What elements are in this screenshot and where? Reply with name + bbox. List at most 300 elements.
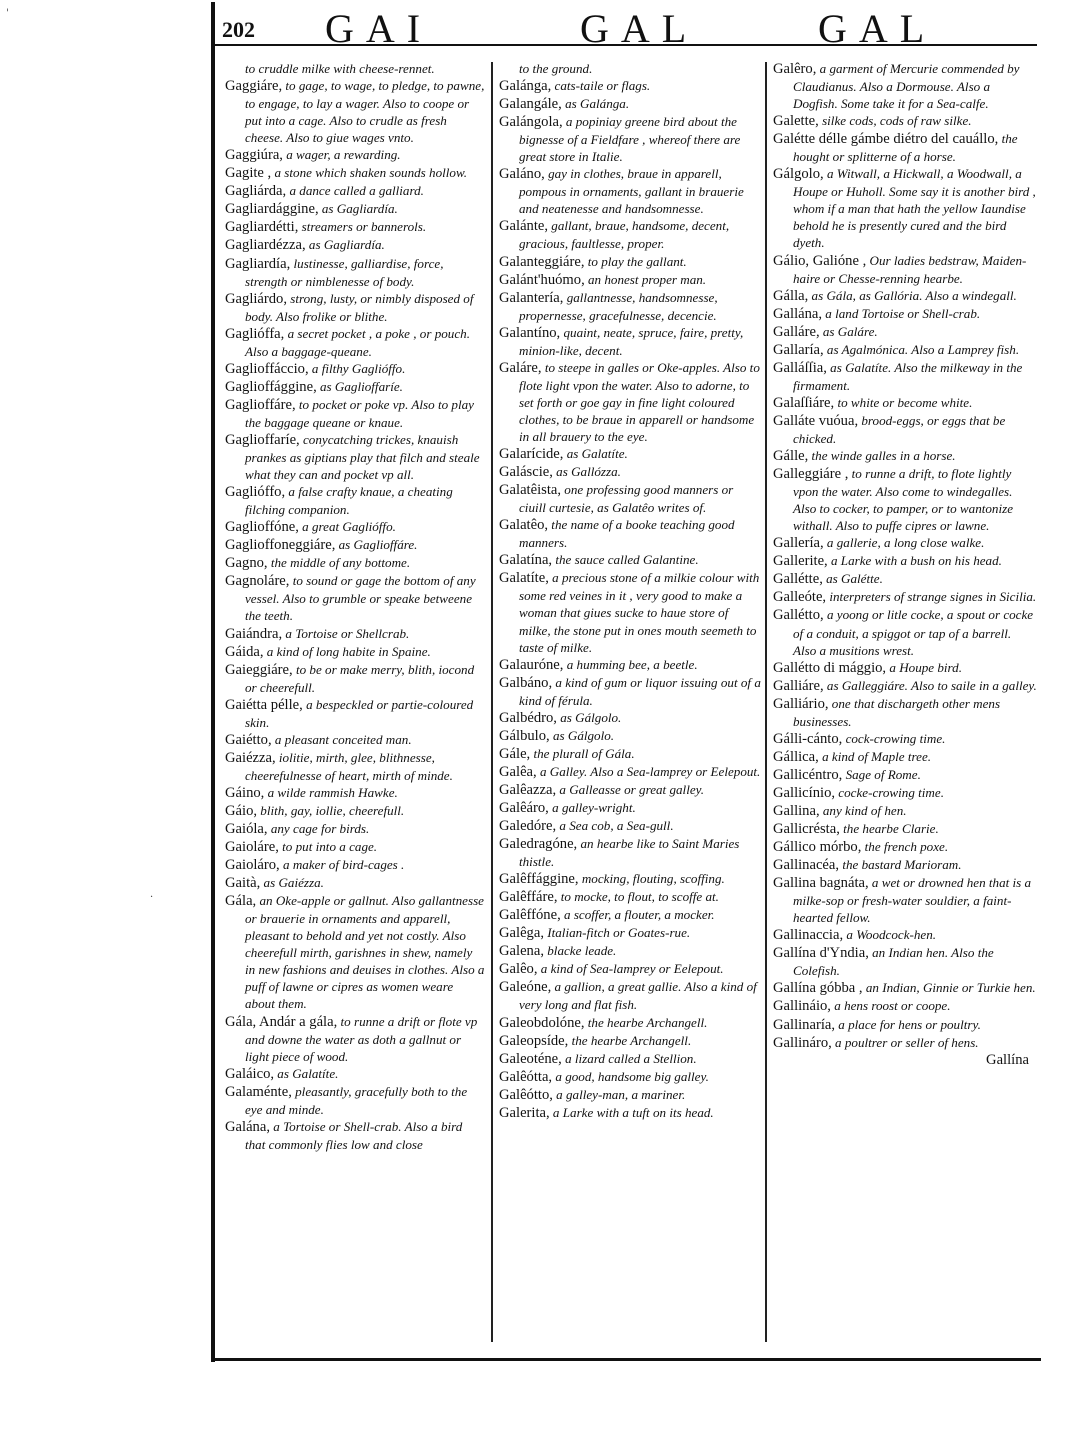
dictionary-entry xyxy=(499,870,761,888)
definition: mocking, flouting, scoffing. xyxy=(578,871,725,887)
definition: a scoffer, a flouter, a mocker. xyxy=(560,907,715,923)
definition: cock-crowing time. xyxy=(842,730,946,746)
definition: as Gaiézza. xyxy=(260,875,324,891)
headword: Gaglioffáre, xyxy=(225,396,296,413)
definition: a Galleasse or great galley. xyxy=(556,781,705,797)
definition: brood-eggs, or eggs that be chicked. xyxy=(793,412,1006,446)
dictionary-entry xyxy=(773,447,1037,465)
headword: Gálli-cánto, xyxy=(773,730,843,747)
dictionary-entry xyxy=(773,677,1037,695)
definition: a secret pocket , a poke , or pouch. Also a baggage-queane. xyxy=(245,325,470,359)
headword: Galleóte, xyxy=(773,589,827,606)
headword: Galáscie, xyxy=(499,464,553,481)
definition: as Galétte. xyxy=(822,571,883,587)
definition: as Galatíte. xyxy=(563,446,628,462)
definition: as Gaglioffáre. xyxy=(335,537,418,553)
definition: a pleasant conceited man. xyxy=(271,731,412,747)
definition: any kind of hen. xyxy=(819,802,907,818)
headword: Gaiézza, xyxy=(225,749,276,766)
dictionary-entry xyxy=(773,979,1037,997)
dictionary-entry xyxy=(499,1014,761,1032)
definition: a stone which shaken sounds hollow. xyxy=(271,165,467,181)
headword: Galerita, xyxy=(499,1104,550,1121)
dictionary-entry xyxy=(499,727,761,745)
headword: Galleggiáre , xyxy=(773,466,849,483)
definition: cats-taile or flags. xyxy=(551,78,651,94)
headword: Galantería, xyxy=(499,289,564,306)
definition: a great Gaglióffo. xyxy=(298,519,396,535)
dictionary-entry xyxy=(499,888,761,906)
continuation-text: to the ground. xyxy=(519,61,593,76)
headword: Gagliardággine, xyxy=(225,201,319,218)
dictionary-entry xyxy=(499,516,761,551)
dictionary-entry xyxy=(773,465,1037,534)
headword: Gallería, xyxy=(773,535,824,552)
definition: the winde galles in a horse. xyxy=(808,448,956,464)
definition: the sauce called Galantine. xyxy=(552,552,699,568)
dictionary-entry xyxy=(499,95,761,113)
definition: to steepe in galles or Oke-apples. Also to flote light vpon the water. Also to adorne, to set forth or goe gay in fine light coloured clothes, to be braue in apparell or handsome in all brauery to the eye. xyxy=(519,359,760,444)
dictionary-entry xyxy=(225,892,485,1012)
headword: Gagliardétti, xyxy=(225,219,299,236)
headword: Gále, xyxy=(499,745,531,762)
headword: Galêffóne, xyxy=(499,907,561,924)
headword: Gaggiúra, xyxy=(225,147,283,164)
headword: Gállica, xyxy=(773,748,819,765)
dictionary-entry xyxy=(225,518,485,536)
headword: Gagliárdo, xyxy=(225,290,288,307)
dictionary-entry xyxy=(499,817,761,835)
dictionary-entry xyxy=(499,709,761,727)
dictionary-entry xyxy=(499,978,761,1013)
headword: Galette, xyxy=(773,113,819,130)
headword: Gallicínio, xyxy=(773,784,836,801)
definition: a dance called a galliard. xyxy=(286,183,424,199)
headword: Galáno, xyxy=(499,166,545,183)
definition: a Galley. Also a Sea-lamprey or Eelepout. xyxy=(536,763,761,779)
dictionary-entry xyxy=(225,731,485,749)
definition: a Tortoise or Shell-crab. Also a bird that commonly flies low and close xyxy=(245,1118,463,1152)
definition: gay in clothes, braue in apparell, pompous in ornaments, gallant in brauerie and neatenesse and handsomnesse. xyxy=(519,166,744,217)
headword: Gallinacéa, xyxy=(773,857,840,874)
dictionary-entry xyxy=(499,1068,761,1086)
definition: an honest proper man. xyxy=(584,271,707,287)
definition: the name of a booke teaching good manners. xyxy=(519,517,735,551)
dictionary-entry xyxy=(773,695,1037,730)
dictionary-entry xyxy=(225,483,485,518)
headword: Gallináro, xyxy=(773,1034,832,1051)
headword: Galarícide, xyxy=(499,446,564,463)
headword: Gagliardía, xyxy=(225,255,291,272)
headword: Galeobdolóne, xyxy=(499,1014,585,1031)
definition: a filthy Gaglióffo. xyxy=(308,360,406,376)
dictionary-entry xyxy=(499,924,761,942)
dictionary-entry xyxy=(773,659,1037,677)
dictionary-entry xyxy=(773,412,1037,447)
headword: Gagliardézza, xyxy=(225,237,306,254)
dictionary-entry xyxy=(225,236,485,254)
definition: the french poxe. xyxy=(861,839,949,855)
headword: Galêótto, xyxy=(499,1086,553,1103)
headword: Galatína, xyxy=(499,552,553,569)
headword: Galánt'huómo, xyxy=(499,271,585,288)
definition: to runne a drift, to flote lightly vpon the water. Also come to windegalles. Also to cocker, to pamper, or to wantonize withall. Also to puffe cipres or lawne. xyxy=(793,466,1014,534)
dictionary-entry xyxy=(773,130,1037,165)
dictionary-entry xyxy=(499,1104,761,1122)
dictionary-entry xyxy=(225,643,485,661)
headword: Gála, Andár a gála, xyxy=(225,1013,338,1030)
definition: a popiniay greene bird about the bignesse of a Fieldfare , whereof there are great store in Italie. xyxy=(519,114,741,165)
headword: Galláre, xyxy=(773,323,820,340)
definition: blith, gay, iollie, cheerefull. xyxy=(257,802,405,818)
dictionary-entry xyxy=(773,997,1037,1015)
definition: strong, lusty, or nimbly disposed of body. Also frolike or blithe. xyxy=(245,290,474,324)
definition: a kind of Maple tree. xyxy=(818,748,932,764)
dictionary-entry xyxy=(773,112,1037,130)
definition: interpreters of strange signes in Sicilia. xyxy=(826,589,1037,605)
dictionary-entry xyxy=(499,463,761,481)
dictionary-entry xyxy=(773,60,1037,112)
running-head-left: GAI xyxy=(325,6,433,51)
headword: Galaſſiáre, xyxy=(773,394,835,411)
headword: Galángola, xyxy=(499,114,563,131)
headword: Gagliárda, xyxy=(225,183,287,200)
dictionary-entry xyxy=(773,323,1037,341)
definition: as Gaglioffaríe. xyxy=(316,378,403,394)
definition: a maker of bird-cages . xyxy=(279,857,405,873)
dictionary-entry xyxy=(773,606,1037,658)
dictionary-entry xyxy=(773,305,1037,323)
headword: Gálio, Galióne , xyxy=(773,252,867,269)
definition: as Galáre. xyxy=(819,323,878,339)
definition: to gage, to wage, to pledge, to pawne, to engage, to lay a wager. Also to coope or put into a cage. Also to crudle as fresh cheese. Also to giue wages vnto. xyxy=(245,78,485,146)
definition: to mocke, to flout, to scoffe at. xyxy=(557,889,719,905)
headword: Gallétte, xyxy=(773,571,823,588)
dictionary-entry xyxy=(499,551,761,569)
dictionary-entry xyxy=(499,113,761,165)
definition: quaint, neate, spruce, faire, pretty, minion-like, decent. xyxy=(519,324,744,358)
definition: the bastard Marioram. xyxy=(839,857,962,873)
headword: Gallicrésta, xyxy=(773,821,840,838)
headword: Gaglioffaríe, xyxy=(225,431,300,448)
dictionary-entry xyxy=(225,77,485,146)
dictionary-entry xyxy=(773,820,1037,838)
dictionary-entry xyxy=(499,799,761,817)
dictionary-entry xyxy=(499,960,761,978)
definition: Italian-fitch or Goates-rue. xyxy=(543,925,691,941)
headword: Gaióla, xyxy=(225,821,268,838)
definition: as Gagliardía. xyxy=(318,201,398,217)
definition: a precious stone of a milkie colour with some red veines in it , very good to make a woman that giues sucke to haue store of milke, the stone put in ones mouth seemeth to taste of milke. xyxy=(519,570,760,655)
dictionary-entry xyxy=(225,554,485,572)
headword: Galêa, xyxy=(499,763,537,780)
page-number: 202 xyxy=(222,17,255,42)
headword: Gállico mórbo, xyxy=(773,839,862,856)
entry-list xyxy=(773,60,1037,1052)
column-2 xyxy=(499,60,761,1122)
definition: a place for hens or poultry. xyxy=(835,1016,981,1032)
dictionary-entry xyxy=(499,656,761,674)
definition: as Gallózza. xyxy=(552,464,621,480)
headword: Gaglioffággine, xyxy=(225,378,317,395)
definition: as Galatíte. xyxy=(274,1065,339,1081)
dictionary-entry xyxy=(773,552,1037,570)
column-rule xyxy=(491,62,493,1342)
definition: lustinesse, galliardise, force, strength or nimblenesse of body. xyxy=(245,255,444,289)
headword: Galbédro, xyxy=(499,709,557,726)
headword: Galaménte, xyxy=(225,1083,292,1100)
headword: Galêazza, xyxy=(499,781,557,798)
definition: a good, handsome big galley. xyxy=(552,1068,709,1084)
headword: Galatíte, xyxy=(499,570,549,587)
definition: Sage of Rome. xyxy=(842,766,921,782)
dictionary-entry xyxy=(499,906,761,924)
definition: a galley-man, a mariner. xyxy=(552,1086,686,1102)
headword: Gaiétta pélle, xyxy=(225,696,303,713)
running-head-center: GAL xyxy=(580,6,699,51)
dictionary-entry xyxy=(225,856,485,874)
definition: a Sea cob, a Sea-gull. xyxy=(556,818,674,834)
definition: the hought or splitterne of a horse. xyxy=(793,131,1018,165)
headword: Galatêista, xyxy=(499,482,561,499)
headword: Galantíno, xyxy=(499,324,561,341)
dictionary-entry xyxy=(773,926,1037,944)
dictionary-entry xyxy=(773,784,1037,802)
definition: as Agalmónica. Also a Lamprey fish. xyxy=(823,341,1020,357)
definition: a lizard called a Stellion. xyxy=(561,1050,697,1066)
headword: Gálgolo, xyxy=(773,166,824,183)
dictionary-entry xyxy=(499,1086,761,1104)
definition: to play the gallant. xyxy=(584,253,687,269)
dictionary-entry xyxy=(499,165,761,217)
dictionary-entry xyxy=(225,146,485,164)
headword: Gagite , xyxy=(225,165,272,182)
headword: Galliário, xyxy=(773,695,829,712)
dictionary-entry xyxy=(225,661,485,696)
dictionary-entry xyxy=(225,572,485,624)
headword: Galánga, xyxy=(499,78,552,95)
dictionary-entry xyxy=(225,360,485,378)
column-1 xyxy=(225,60,485,1153)
definition: a garment of Mercurie commended by Claudianus. Also a Dormouse. Also a Dogfish. Some take it for a Sea-calfe. xyxy=(793,61,1020,112)
definition: blacke leade. xyxy=(543,943,617,959)
definition: iolitie, mirth, glee, blithnesse, cheerefulnesse of heart, mirth of minde. xyxy=(245,749,453,783)
dictionary-entry xyxy=(773,944,1037,979)
definition: a kind of Sea-lamprey or Eelepout. xyxy=(537,961,724,977)
definition: conycatching trickes, knauish prankes as giptians play that filch and steale what they can and pocket vp all. xyxy=(245,431,480,483)
headword: Galedóre, xyxy=(499,818,557,835)
definition: the hearbe Archangell. xyxy=(568,1032,692,1048)
dictionary-entry xyxy=(773,570,1037,588)
dictionary-entry xyxy=(499,359,761,445)
headword: Galêótta, xyxy=(499,1068,553,1085)
dictionary-entry xyxy=(225,325,485,360)
dictionary-entry xyxy=(225,1065,485,1083)
headword: Gagnoláre, xyxy=(225,573,290,590)
dictionary-entry xyxy=(773,588,1037,606)
definition: as Galleggiáre. Also to saile in a galley. xyxy=(823,677,1037,693)
definition: a Houpe bird. xyxy=(886,659,962,675)
definition: the hearbe Archangell. xyxy=(584,1014,708,1030)
dictionary-entry xyxy=(773,802,1037,820)
definition: to pocket or poke vp. Also to play the baggage queane or knaue. xyxy=(245,396,474,430)
headword: Gálbulo, xyxy=(499,727,550,744)
dictionary-entry xyxy=(225,396,485,431)
definition: a Witwall, a Hickwall, a Woodwall, a Houpe or Huholl. Some say it is another bird , whom if a man that hath the yellow Iaundise behold he is presently cured and the bird dyeth. xyxy=(793,166,1036,251)
entry-list xyxy=(225,77,485,1153)
headword: Galêga, xyxy=(499,925,544,942)
headword: Gaggiáre, xyxy=(225,78,283,95)
entry-list xyxy=(499,77,761,1122)
definition: as Gálgolo. xyxy=(556,709,622,725)
headword: Galeóne, xyxy=(499,979,552,996)
definition: to runne a drift or flote vp and downe the water as doth a gallnut or light piece of wood. xyxy=(245,1013,478,1064)
dictionary-entry xyxy=(499,445,761,463)
headword: Galétte délle gámbe diétro del cauállo, xyxy=(773,131,999,148)
definition: a Larke with a bush on his head. xyxy=(827,553,1002,569)
dictionary-entry xyxy=(499,271,761,289)
column-3 xyxy=(773,60,1037,1069)
headword: Galauróne, xyxy=(499,656,564,673)
headword: Gallétto, xyxy=(773,607,824,624)
dictionary-entry xyxy=(225,1083,485,1118)
dictionary-entry xyxy=(773,287,1037,305)
dictionary-entry xyxy=(499,481,761,516)
dictionary-entry xyxy=(773,730,1037,748)
headword: Galêro, xyxy=(773,61,817,77)
definition: any cage for birds. xyxy=(267,821,370,837)
page-frame-bottom xyxy=(211,1358,1041,1361)
headword: Galeopsíde, xyxy=(499,1032,569,1049)
dictionary-entry xyxy=(225,696,485,731)
headword: Gagno, xyxy=(225,555,268,572)
definition: gallantnesse, handsomnesse, propernesse, gracefulnesse, decencie. xyxy=(519,289,718,323)
definition: a kind of long habite in Spaine. xyxy=(263,643,431,659)
definition: cocke-crowing time. xyxy=(835,784,944,800)
definition: as Gálgolo. xyxy=(549,727,615,743)
dictionary-entry xyxy=(499,77,761,95)
dictionary-entry xyxy=(499,763,761,781)
definition: a gallerie, a long close walke. xyxy=(823,535,985,551)
continuation-text: to cruddle milke with cheese-rennet. xyxy=(245,61,435,76)
headword: Gaiétto, xyxy=(225,731,272,748)
headword: Gaieggiáre, xyxy=(225,661,293,678)
definition: as Gagliardía. xyxy=(305,237,385,253)
dictionary-entry xyxy=(225,1013,485,1065)
dictionary-entry xyxy=(225,749,485,784)
definition: as Galatíte. Also the milkeway in the firmament. xyxy=(793,359,1023,393)
headword: Galliáre, xyxy=(773,677,824,694)
definition: streamers or bannerols. xyxy=(298,219,427,235)
headword: Gallinaría, xyxy=(773,1016,835,1033)
dictionary-entry xyxy=(499,569,761,655)
dictionary-entry xyxy=(225,200,485,218)
headword: Galatêo, xyxy=(499,517,549,534)
dictionary-entry xyxy=(225,784,485,802)
definition: Our ladies bedstraw, Maiden-haire or Chesse-renning hearbe. xyxy=(793,252,1027,286)
dictionary-entry xyxy=(225,838,485,856)
dictionary-entry xyxy=(225,874,485,892)
dictionary-entry xyxy=(225,378,485,396)
definition: one that dischargeth other mens businesses. xyxy=(793,695,1001,729)
definition: a poultrer or seller of hens. xyxy=(831,1034,979,1050)
definition: one professing good manners or ciuill curtesie, as Galatêo writes of. xyxy=(519,482,734,516)
column-rule xyxy=(765,62,767,1342)
headword: Gaioláre, xyxy=(225,839,279,856)
dictionary-entry xyxy=(773,359,1037,394)
headword: Gallína góbba , xyxy=(773,980,863,997)
headword: Gálle, xyxy=(773,448,809,465)
headword: Gallina bagnáta, xyxy=(773,875,869,892)
headword: Galangále, xyxy=(499,96,562,113)
dictionary-entry xyxy=(773,766,1037,784)
definition: a kind of gum or liquor issuing out of a kind of férula. xyxy=(519,674,761,708)
dictionary-entry xyxy=(499,942,761,960)
definition: a wet or drowned hen that is a milke-sop or fresh-water souldier, a faint-hearted fellow. xyxy=(793,875,1032,926)
headword: Galedragóne, xyxy=(499,836,578,853)
definition: a gallion, a great gallie. Also a kind of very long and flat fish. xyxy=(519,979,757,1013)
headword: Galêáro, xyxy=(499,799,549,816)
headword: Gaglióffo, xyxy=(225,484,286,501)
definition: a bespeckled or partie-coloured skin. xyxy=(245,696,474,730)
headword: Gallaría, xyxy=(773,341,824,358)
headword: Gallinaccia, xyxy=(773,927,844,944)
headword: Gallétto di mággio, xyxy=(773,659,887,676)
headword: Gaglióffa, xyxy=(225,325,285,342)
headword: Galbáno, xyxy=(499,674,553,691)
definition: the plurall of Gála. xyxy=(530,745,635,761)
headword: Gaiándra, xyxy=(225,625,283,642)
headword: Galêffáre, xyxy=(499,889,558,906)
dictionary-entry xyxy=(225,290,485,325)
dictionary-entry xyxy=(225,802,485,820)
dictionary-entry xyxy=(499,674,761,709)
headword: Gálla, xyxy=(773,287,809,304)
definition: an Indian, Ginnie or Turkie hen. xyxy=(862,980,1036,996)
headword: Galána, xyxy=(225,1118,270,1135)
running-head-right: GAL xyxy=(818,6,937,51)
headword: Gáio, xyxy=(225,802,258,819)
definition: the middle of any bottome. xyxy=(267,555,411,571)
definition: a hens roost or coope. xyxy=(830,998,951,1014)
definition: to put into a cage. xyxy=(278,839,378,855)
definition: pleasantly, gracefully both to the eye and minde. xyxy=(245,1083,468,1117)
headword: Galláſſia, xyxy=(773,359,827,376)
headword: Gáino, xyxy=(225,784,265,801)
headword: Gallináio, xyxy=(773,998,831,1015)
definition: a Larke with a tuft on its head. xyxy=(549,1104,714,1120)
dictionary-entry xyxy=(773,856,1037,874)
dictionary-entry xyxy=(773,341,1037,359)
dictionary-entry xyxy=(773,874,1037,926)
dictionary-entry xyxy=(499,745,761,763)
dictionary-entry xyxy=(773,1034,1037,1052)
headword: Galêffággine, xyxy=(499,871,579,888)
dictionary-entry xyxy=(225,820,485,838)
dictionary-entry xyxy=(499,217,761,252)
dictionary-entry xyxy=(773,534,1037,552)
dictionary-entry xyxy=(225,218,485,236)
headword: Gallina, xyxy=(773,802,820,819)
headword: Galánte, xyxy=(499,218,549,235)
dictionary-entry xyxy=(499,289,761,324)
headword: Galáico, xyxy=(225,1065,275,1082)
dictionary-entry xyxy=(773,165,1037,251)
headword: Galeoténe, xyxy=(499,1050,562,1067)
dictionary-entry xyxy=(773,1016,1037,1034)
definition: a Woodcock-hen. xyxy=(843,927,937,943)
definition: an hearbe like to Saint Maries thistle. xyxy=(519,836,740,870)
